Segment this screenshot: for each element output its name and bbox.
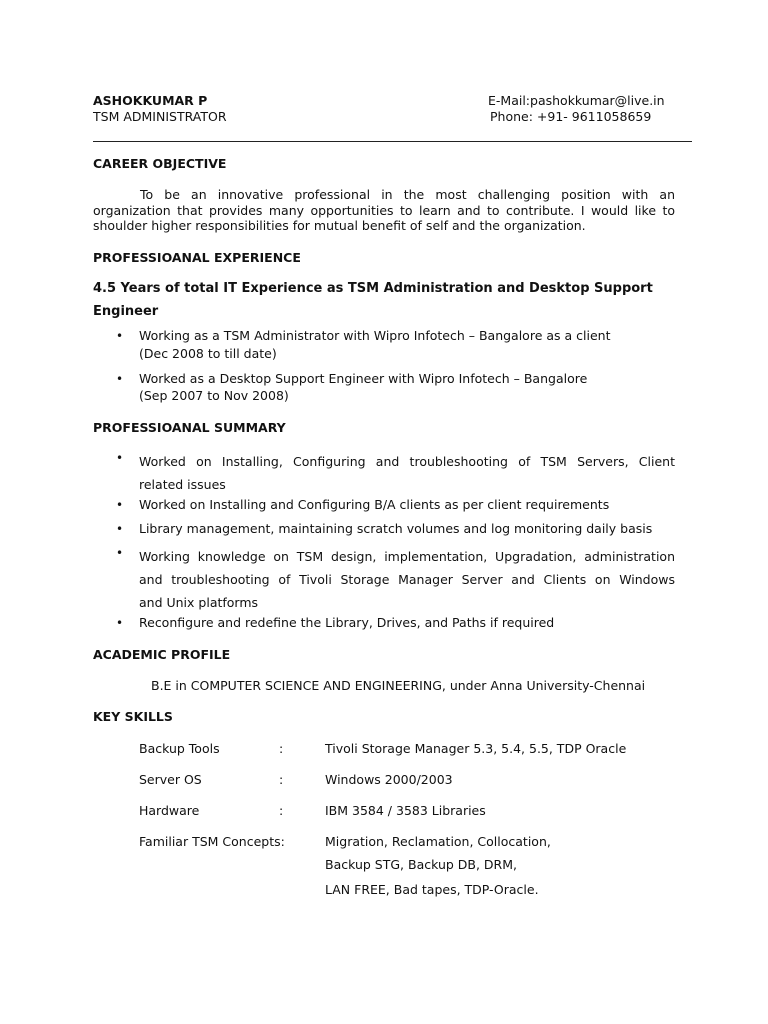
objective-line: shoulder higher responsibilities for mutual benefit of self and the organization. bbox=[93, 218, 586, 233]
skill-value-cont: Backup STG, Backup DB, DRM, bbox=[325, 857, 518, 872]
phone-text: Phone: +91- 9611058659 bbox=[490, 109, 652, 124]
objective-line: To be an innovative professional in the most challenging position with an bbox=[140, 187, 675, 202]
skill-label: Backup Tools bbox=[139, 741, 220, 756]
objective-line: organization that provides many opportunities to learn and to contribute. I would like to bbox=[93, 202, 675, 218]
bullet-icon: • bbox=[116, 372, 124, 386]
skill-value: Windows 2000/2003 bbox=[325, 772, 453, 787]
skill-label: Hardware bbox=[139, 803, 200, 818]
summary-line: and Unix platforms bbox=[139, 595, 259, 610]
career-objective-heading: CAREER OBJECTIVE bbox=[93, 156, 227, 171]
skill-value: IBM 3584 / 3583 Libraries bbox=[325, 803, 486, 818]
summary-heading: PROFESSIOANAL SUMMARY bbox=[93, 420, 286, 435]
skill-value: Tivoli Storage Manager 5.3, 5.4, 5.5, TDP Oracle bbox=[325, 741, 627, 756]
candidate-title: TSM ADMINISTRATOR bbox=[93, 109, 227, 124]
summary-item bbox=[139, 545, 675, 614]
bullet-icon: • bbox=[116, 616, 124, 630]
bullet-icon: • bbox=[116, 451, 124, 465]
experience-item-dates: (Sep 2007 to Nov 2008) bbox=[139, 388, 289, 403]
experience-item: Worked as a Desktop Support Engineer with Wipro Infotech – Bangalore bbox=[139, 371, 588, 386]
skill-separator: : bbox=[279, 741, 284, 756]
experience-item: Working as a TSM Administrator with Wipro Infotech – Bangalore as a client bbox=[139, 328, 611, 343]
academic-heading: ACADEMIC PROFILE bbox=[93, 647, 231, 662]
summary-item: Library management, maintaining scratch volumes and log monitoring daily basis bbox=[139, 521, 653, 536]
bullet-icon: • bbox=[116, 498, 124, 512]
career-objective-paragraph bbox=[93, 187, 675, 234]
header-divider bbox=[93, 141, 692, 142]
skill-label: Server OS bbox=[139, 772, 202, 787]
skill-label: Familiar TSM Concepts: bbox=[139, 834, 285, 849]
bullet-icon: • bbox=[116, 329, 124, 343]
skills-heading: KEY SKILLS bbox=[93, 709, 173, 724]
bullet-icon: • bbox=[116, 546, 124, 560]
summary-line: related issues bbox=[139, 477, 226, 492]
academic-degree: B.E in COMPUTER SCIENCE AND ENGINEERING, under Anna University-Chennai bbox=[151, 678, 646, 693]
email-text: E-Mail:pashokkumar@live.in bbox=[488, 93, 665, 108]
summary-item bbox=[139, 450, 675, 496]
skill-value-cont: LAN FREE, Bad tapes, TDP-Oracle. bbox=[325, 882, 539, 897]
summary-line: and troubleshooting of Tivoli Storage Manager Server and Clients on Windows bbox=[139, 572, 675, 587]
experience-heading: PROFESSIOANAL EXPERIENCE bbox=[93, 250, 301, 265]
summary-item: Worked on Installing and Configuring B/A clients as per client requirements bbox=[139, 497, 610, 512]
skill-separator: : bbox=[279, 803, 284, 818]
bullet-icon: • bbox=[116, 522, 124, 536]
experience-subheading: 4.5 Years of total IT Experience as TSM Administration and Desktop Support bbox=[93, 281, 653, 296]
summary-line: Worked on Installing, Configuring and troubleshooting of TSM Servers, Client bbox=[139, 454, 675, 469]
skill-value: Migration, Reclamation, Collocation, bbox=[325, 834, 551, 849]
skill-separator: : bbox=[279, 772, 284, 787]
candidate-name: ASHOKKUMAR P bbox=[93, 93, 208, 108]
experience-subheading-cont: Engineer bbox=[93, 304, 159, 319]
summary-line: Working knowledge on TSM design, implementation, Upgradation, administration bbox=[139, 549, 675, 564]
summary-item: Reconfigure and redefine the Library, Drives, and Paths if required bbox=[139, 615, 555, 630]
experience-item-dates: (Dec 2008 to till date) bbox=[139, 346, 277, 361]
